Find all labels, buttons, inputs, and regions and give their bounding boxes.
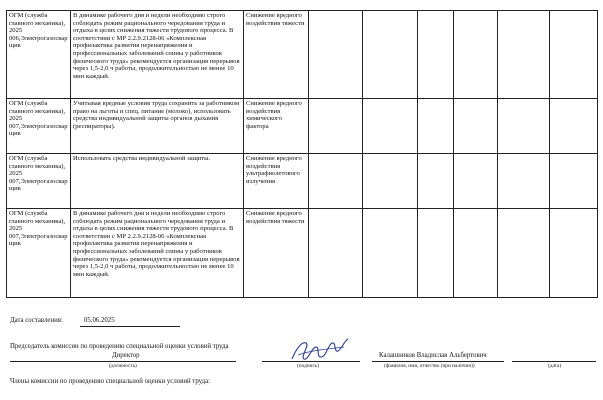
- chair-label: Председатель комиссии по проведению специальной оценки условий труда: [10, 343, 229, 350]
- members-label: Члены комиссии по проведению специальной оценки условий труда:: [10, 378, 210, 385]
- goal-cell: Снижение вредного воздействия химического фактора: [244, 99, 309, 154]
- position-underline: [10, 361, 236, 362]
- table-row: [7, 11, 598, 99]
- date-label: Дата составления:: [10, 317, 63, 324]
- table-row: [7, 209, 598, 298]
- name-caption: (фамилия, имя, отчество (при наличии)): [384, 363, 475, 369]
- goal-cell: Снижение вредного воздействия тяжести: [244, 11, 309, 99]
- date-sign-underline: [512, 361, 596, 362]
- workplace-cell: ОГМ (служба главного механика), 2025 007,Электрогазосварщик: [7, 99, 71, 154]
- name-underline: [372, 361, 504, 362]
- chair-position: Директор: [112, 352, 140, 359]
- measure-cell: Учитывая вредные условия труда сохранить за работником право на льготы и спец. питание (молоко), использовать средства индивидуальной защиты органов дыхания (респираторы).: [71, 99, 244, 154]
- measure-cell: В динамике рабочего дня и недели необходимо строго соблюдать режим рационального чередования труда и отдыха в целях снижения тяжести трудового процесса. В соответствии с МР 2.2.9.2128-06 «Комплексная профилактика развития перенапряжения и профессиональных заболеваний спины у работников физического труда» рекомендуется организация перерывов через 1,5-2,0 ч работы, продолжительностью не менее 10 мин каждый.: [71, 209, 244, 298]
- chair-name: Калашников Владислав Альбертович: [379, 352, 487, 359]
- measure-cell: В динамике рабочего дня и недели необходимо строго соблюдать режим рационального чередования труда и отдыха в целях снижения тяжести трудового процесса. В соответствии с МР 2.2.9.2128-06 «Комплексная профилактика развития перенапряжения и профессиональных заболеваний спины у работников физического труда» рекомендуется организация перерывов через 1,5-2,0 ч работы, продолжительностью не менее 10 мин каждый.: [71, 11, 244, 99]
- date-underline: [80, 326, 180, 327]
- signature-caption: (подпись): [297, 363, 319, 369]
- table-row: [7, 154, 598, 209]
- measures-table: [6, 10, 598, 298]
- goal-cell: Снижение вредного воздействия ультрафиолетового излучения: [244, 154, 309, 209]
- measure-cell: Использовать средства индивидуальной защиты.: [71, 154, 244, 209]
- table-row: [7, 99, 598, 154]
- position-caption: (должность): [109, 363, 137, 369]
- workplace-cell: ОГМ (служба главного механика), 2025 007,Электрогазосварщик: [7, 154, 71, 209]
- workplace-cell: ОГМ (служба главного механика), 2025 006,Электрогазосварщик: [7, 11, 71, 99]
- workplace-cell: ОГМ (служба главного механика), 2025 007,Электрогазосварщик: [7, 209, 71, 298]
- goal-cell: Снижение вредного воздействия тяжести: [244, 209, 309, 298]
- date-caption: (дата): [548, 363, 562, 369]
- date-value: 05.06.2025: [84, 317, 115, 324]
- signature-underline: [262, 361, 360, 362]
